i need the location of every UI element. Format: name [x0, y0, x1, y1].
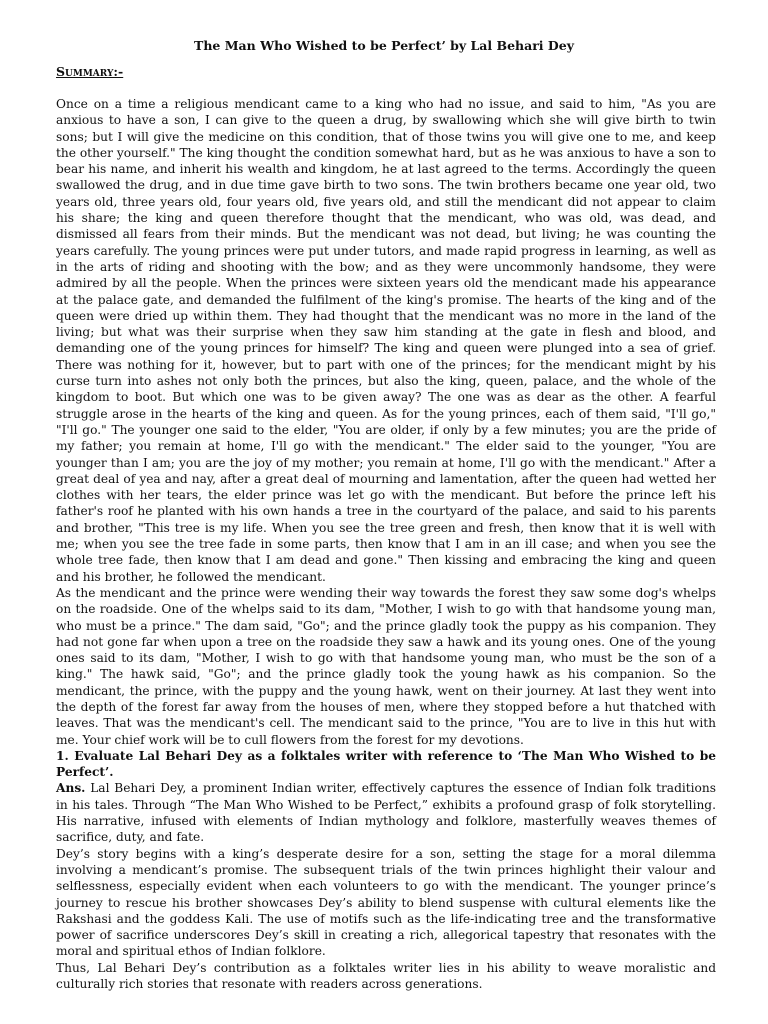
- document-body: [56, 96, 716, 992]
- answer-paragraph: Thus, Lal Behari Dey’s contribution as a folktales writer lies in his ability to weave moralistic and culturally rich stories that resonate with readers across generations.: [56, 960, 716, 992]
- answer-paragraph: Dey’s story begins with a king’s desperate desire for a son, setting the stage for a moral dilemma involving a mendicant’s promise. The subsequent trials of the twin princes highlight their valour and selflessness, especially evident when each volunteers to go with the mendicant. The younger prince’s journey to rescue his brother showcases Dey’s ability to blend suspense with cultural elements like the Rakshasi and the goddess Kali. The use of motifs such as the life-indicating tree and the transformative power of sacrifice underscores Dey’s skill in creating a rich, allegorical tapestry that resonates with the moral and spiritual ethos of Indian folklore.: [56, 846, 716, 959]
- summary-paragraph: Once on a time a religious mendicant came to a king who had no issue, and said to him, "As you are anxious to have a son, I can give to the queen a drug, by swallowing which she will give birth to twin sons; but I will give the medicine on this condition, that of those twins you will give one to me, and keep the other yourself." The king thought the condition somewhat hard, but as he was anxious to have a son to bear his name, and inherit his wealth and kingdom, he at last agreed to the terms. Accordingly the queen swallowed the drug, and in due time gave birth to two sons. The twin brothers became one year old, two years old, three years old, four years old, five years old, and still the mendicant did not appear to claim his share; the king and queen therefore thought that the mendicant, who was old, was dead, and dismissed all fears from their minds. But the mendicant was not dead, but living; he was counting the years carefully. The young princes were put under tutors, and made rapid progress in learning, as well as in the arts of riding and shooting with the bow; and as they were uncommonly handsome, they were admired by all the people. When the princes were sixteen years old the mendicant made his appearance at the palace gate, and demanded the fulfilment of the king's promise. The hearts of the king and of the queen were dried up within them. They had thought that the mendicant was no more in the land of the living; but what was their surprise when they saw him standing at the gate in flesh and blood, and demanding one of the young princes for himself? The king and queen were plunged into a sea of grief. There was nothing for it, however, but to part with one of the princes; for the mendicant might by his curse turn into ashes not only both the princes, but also the king, queen, palace, and the whole of the kingdom to boot. But which one was to be given away? The one was as dear as the other. A fearful struggle arose in the hearts of the king and queen. As for the young princes, each of them said, "I'll go," "I'll go." The younger one said to the elder, "You are older, if only by a few minutes; you are the pride of my father; you remain at home, I'll go with the mendicant." The elder said to the younger, "You are younger than I am; you are the joy of my mother; you remain at home, I'll go with the mendicant." After a great deal of yea and nay, after a great deal of mourning and lamentation, after the queen had wetted her clothes with her tears, the elder prince was let go with the mendicant. But before the prince left his father's roof he planted with his own hands a tree in the courtyard of the palace, and said to his parents and brother, "This tree is my life. When you see the tree green and fresh, then know that it is well with me; when you see the tree fade in some parts, then know that I am in an ill case; and when you see the whole tree fade, then know that I am dead and gone." Then kissing and embracing the king and queen and his brother, he followed the mendicant.: [56, 97, 716, 584]
- summary-paragraph: As the mendicant and the prince were wending their way towards the forest they saw some dog's whelps on the roadside. One of the whelps said to its dam, "Mother, I wish to go with that handsome young man, who must be a prince." The dam said, "Go"; and the prince gladly took the puppy as his companion. They had not gone far when upon a tree on the roadside they saw a hawk and its young ones. One of the young ones said to its dam, "Mother, I wish to go with that handsome young man, who must be the son of a king." The hawk said, "Go"; and the prince gladly took the young hawk as his companion. So the mendicant, the prince, with the puppy and the young hawk, went on their journey. At last they went into the depth of the forest far away from the houses of men, where they stopped before a hut thatched with leaves. That was the mendicant's cell. The mendicant said to the prince, "You are to live in this hut with me. Your chief work will be to cull flowers from the forest for my devotions.: [56, 585, 716, 747]
- question-text: 1. Evaluate Lal Behari Dey as a folktales writer with reference to ‘The Man Who Wished to be Perfect’.: [56, 748, 716, 780]
- answer-text: Lal Behari Dey, a prominent Indian writer, effectively captures the essence of Indian folk traditions in his tales. Through “The Man Who Wished to be Perfect,” exhibits a profound grasp of folk storytelling. His narrative, infused with elements of Indian mythology and folklore, masterfully weaves themes of sacrifice, duty, and fate.: [56, 781, 716, 845]
- answer-label: Ans.: [56, 781, 86, 796]
- answer-paragraph: [56, 780, 716, 845]
- summary-heading: Summary:-: [56, 64, 124, 79]
- document-title: The Man Who Wished to be Perfect’ by Lal Behari Dey: [194, 38, 574, 53]
